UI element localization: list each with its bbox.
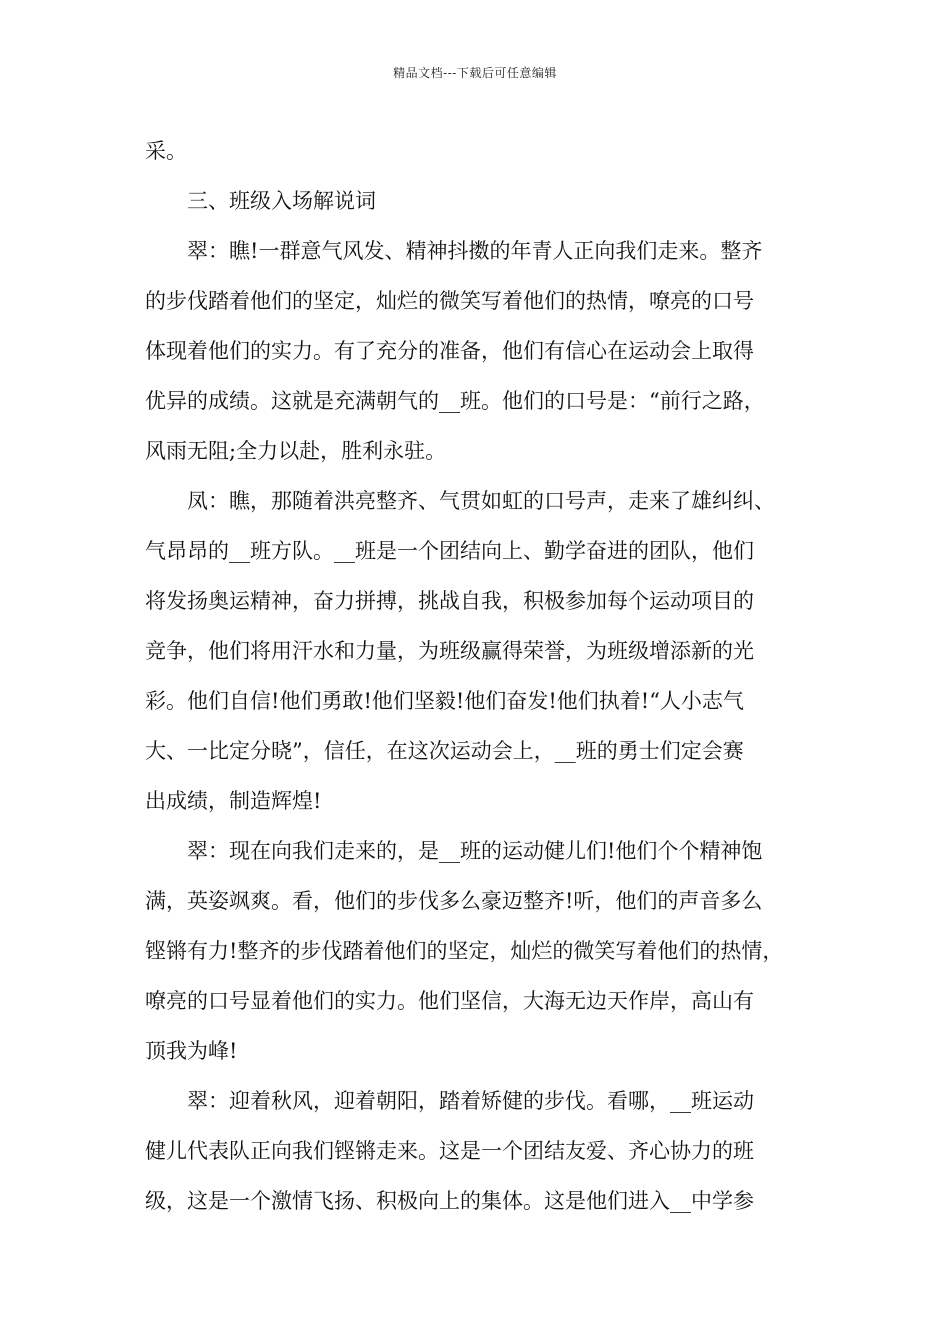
text-line: 铿锵有力!整齐的步伐踏着他们的坚定，灿烂的微笑写着他们的热情， <box>145 939 784 963</box>
text-line: 采。 <box>145 139 187 163</box>
text-line: 竞争，他们将用汗水和力量，为班级赢得荣誉，为班级增添新的光 <box>145 639 754 663</box>
text-line: 优异的成绩。这就是充满朝气的__班。他们的口号是：“前行之路， <box>145 389 765 413</box>
text-line: 气昂昂的__班方队。__班是一个团结向上、勤学奋进的团队，他们 <box>145 539 754 563</box>
text-line: 的步伐踏着他们的坚定，灿烂的微笑写着他们的热情，嘹亮的口号 <box>145 289 754 313</box>
text-line: 风雨无阻;全力以赴，胜利永驻。 <box>145 439 447 463</box>
text-line: 翠：现在向我们走来的，是__班的运动健儿们!他们个个精神饱 <box>187 839 763 863</box>
text-line: 大、一比定分晓”，信任，在这次运动会上，__班的勇士们定会赛 <box>145 739 744 763</box>
text-line: 顶我为峰! <box>145 1039 238 1063</box>
text-line: 嘹亮的口号显着他们的实力。他们坚信，大海无边天作岸，高山有 <box>145 989 754 1013</box>
text-line: 出成绩，制造辉煌! <box>145 789 322 813</box>
text-line: 翠：瞧!一群意气风发、精神抖擞的年青人正向我们走来。整齐 <box>187 239 763 263</box>
text-line: 彩。他们自信!他们勇敢!他们坚毅!他们奋发!他们执着!“人小志气 <box>145 689 744 713</box>
text-line: 翠：迎着秋风，迎着朝阳，踏着矫健的步伐。看哪，__班运动 <box>187 1089 754 1113</box>
text-line: 将发扬奥运精神，奋力拼搏，挑战自我，积极参加每个运动项目的 <box>145 589 754 613</box>
text-line: 体现着他们的实力。有了充分的准备，他们有信心在运动会上取得 <box>145 339 754 363</box>
page-header: 精品文档---下载后可任意编辑 <box>393 66 557 80</box>
section-heading: 三、班级入场解说词 <box>187 189 376 213</box>
text-line: 满，英姿飒爽。看，他们的步伐多么豪迈整齐!听，他们的声音多么 <box>145 889 763 913</box>
text-line: 健儿代表队正向我们铿锵走来。这是一个团结友爱、齐心协力的班 <box>145 1139 754 1163</box>
text-line: 级，这是一个激情飞扬、积极向上的集体。这是他们进入__中学参 <box>145 1189 754 1213</box>
document-body <box>145 126 833 1226</box>
text-line: 凤：瞧，那随着洪亮整齐、气贯如虹的口号声，走来了雄纠纠、 <box>187 489 775 513</box>
